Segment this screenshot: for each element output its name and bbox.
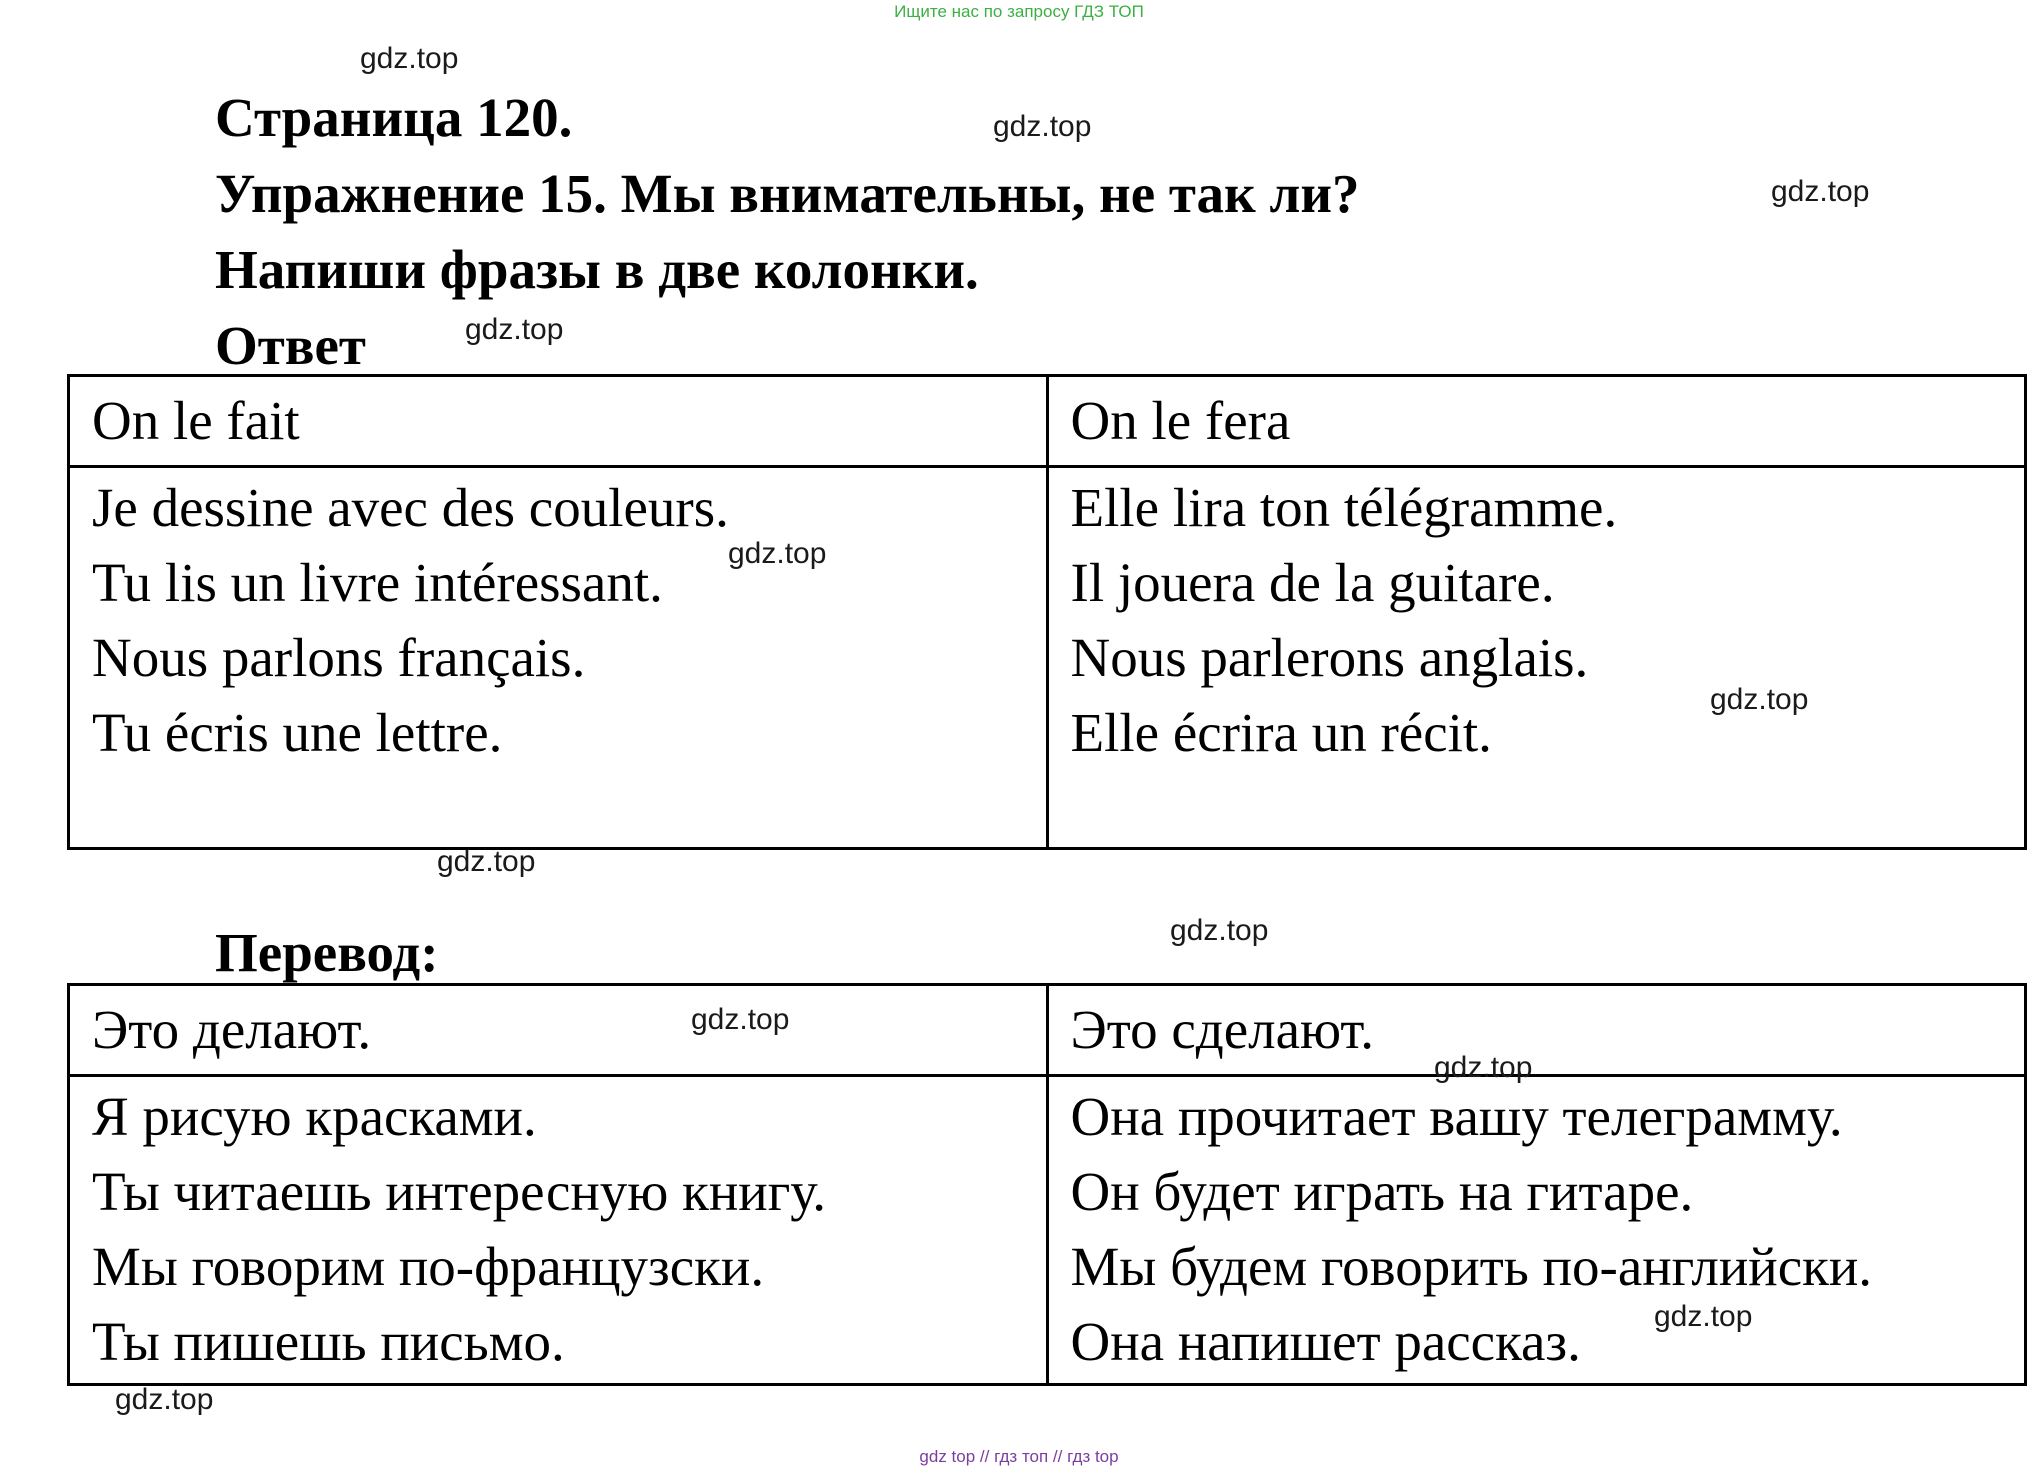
watermark: gdz.top bbox=[993, 110, 1092, 143]
watermark: gdz.top bbox=[360, 42, 459, 75]
answer-left-row: Tu lis un livre intéressant. bbox=[92, 552, 663, 613]
watermark: gdz.top bbox=[115, 1383, 214, 1416]
answer-left-row: Je dessine avec des couleurs. bbox=[92, 477, 729, 538]
watermark: gdz.top bbox=[728, 537, 827, 570]
translation-left-row: Я рисую красками. bbox=[92, 1086, 537, 1147]
exercise-title: Упражнение 15. Мы внимательны, не так ли? bbox=[215, 163, 1360, 224]
answer-label: Ответ bbox=[215, 315, 366, 376]
translation-right-column bbox=[1047, 1076, 2026, 1385]
translation-label: Перевод: bbox=[215, 922, 439, 983]
answer-right-row: Elle écrira un récit. bbox=[1070, 702, 1492, 763]
answer-table bbox=[67, 374, 2027, 850]
search-banner: Ищите нас по запросу ГДЗ ТОП bbox=[894, 2, 1144, 21]
translation-left-row: Ты читаешь интересную книгу. bbox=[92, 1161, 827, 1222]
footer-text: gdz top // гдз топ // гдз top bbox=[919, 1447, 1119, 1466]
watermark: gdz.top bbox=[1434, 1051, 1533, 1084]
answer-right-column bbox=[1047, 467, 2026, 849]
translation-left-header: Это делают. bbox=[69, 985, 1048, 1076]
watermark: gdz.top bbox=[1170, 914, 1269, 947]
translation-right-row: Он будет играть на гитаре. bbox=[1070, 1161, 1694, 1222]
answer-left-row: Tu écris une lettre. bbox=[92, 702, 503, 763]
watermark: gdz.top bbox=[465, 313, 564, 346]
answer-left-column bbox=[69, 467, 1048, 849]
translation-left-column bbox=[69, 1076, 1048, 1385]
task-instruction: Напиши фразы в две колонки. bbox=[215, 239, 979, 300]
translation-left-row: Мы говорим по-французски. bbox=[92, 1236, 765, 1297]
answer-left-row: Nous parlons français. bbox=[92, 627, 586, 688]
translation-right-row: Мы будем говорить по-английски. bbox=[1070, 1236, 1873, 1297]
watermark: gdz.top bbox=[691, 1003, 790, 1036]
translation-right-header: Это сделают. bbox=[1047, 985, 2026, 1076]
answer-right-row: Nous parlerons anglais. bbox=[1070, 627, 1589, 688]
watermark: gdz.top bbox=[1771, 175, 1870, 208]
page-title: Страница 120. bbox=[215, 87, 573, 148]
watermark: gdz.top bbox=[1710, 683, 1809, 716]
answer-left-header: On le fait bbox=[69, 376, 1048, 467]
translation-right-row: Она прочитает вашу телеграмму. bbox=[1070, 1086, 1843, 1147]
answer-right-row: Elle lira ton télégramme. bbox=[1070, 477, 1618, 538]
watermark: gdz.top bbox=[1654, 1300, 1753, 1333]
translation-right-row: Она напишет рассказ. bbox=[1070, 1311, 1581, 1372]
watermark: gdz.top bbox=[437, 845, 536, 878]
answer-right-row: Il jouera de la guitare. bbox=[1070, 552, 1555, 613]
answer-right-header: On le fera bbox=[1047, 376, 2026, 467]
translation-left-row: Ты пишешь письмо. bbox=[92, 1311, 565, 1372]
